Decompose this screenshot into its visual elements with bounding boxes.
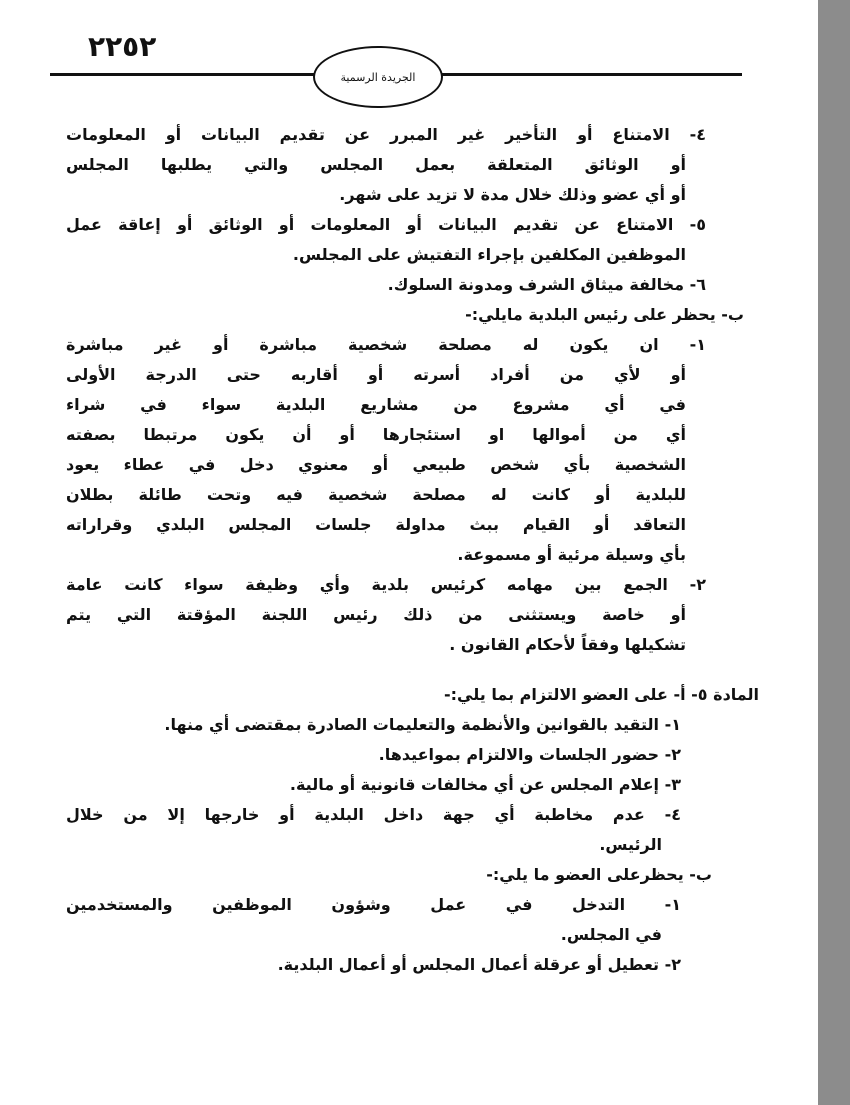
text-line: التعاقد أو القيام ببث مداولة جلسات المجلس البلدي وقراراته [66,515,686,534]
text-line: ٢- تعطيل أو عرقلة أعمال المجلس أو أعمال البلدية. [277,955,681,974]
text-line: للبلدية أو كانت له مصلحة شخصية فيه وتحت طائلة بطلان [66,485,686,504]
text-line: في المجلس. [560,925,662,944]
text-line: ٦- مخالفة ميثاق الشرف ومدونة السلوك. [387,275,706,294]
text-line: بأي وسيلة مرئية أو مسموعة. [457,545,686,564]
text-line: الشخصية بأي شخص طبيعي أو معنوي دخل في عطاء يعود [66,455,686,474]
gazette-emblem [313,46,443,108]
right-scroll-margin [818,0,850,1105]
text-line: ٣- إعلام المجلس عن أي مخالفات قانونية أو مالية. [289,775,681,794]
text-line: الموظفين المكلفين بإجراء التفتيش على المجلس. [292,245,686,264]
text-line: في أي مشروع من مشاريع البلدية سواء في شراء [66,395,686,414]
text-line: المادة ٥- أ- على العضو الالتزام بما يلي:- [444,685,759,704]
text-line: أو الوثائق المتعلقة بعمل المجلس والتي يطلبها المجلس [66,155,686,174]
text-line: ١- ان يكون له مصلحة شخصية مباشرة أو غير مباشرة [66,335,706,354]
page-number: ٢٢٥٢ [88,30,157,63]
text-line: تشكيلها وفقاً لأحكام القانون . [449,635,686,654]
text-line: ١- التقيد بالقوانين والأنظمة والتعليمات الصادرة بمقتضى أي منها. [164,715,681,734]
text-line: الرئيس. [599,835,662,854]
text-line: ب- يحظرعلى العضو ما يلي:- [486,865,712,884]
text-line: أي من أموالها او استئجارها أو أن يكون مرتبطا بصفته [66,425,686,444]
text-line: أو أي عضو وذلك خلال مدة لا تزيد على شهر. [339,185,686,204]
paragraph-gap [66,660,706,680]
document-body [66,120,759,980]
text-line: ٥- الامتناع عن تقديم البيانات أو المعلومات أو الوثائق أو إعاقة عمل [66,215,706,234]
emblem-text: الجريدة الرسمية [340,70,416,84]
text-line: أو خاصة ويستثنى من ذلك رئيس اللجنة المؤقتة التي يتم [66,605,686,624]
text-line: ١- التدخل في عمل وشؤون الموظفين والمستخدمين [66,895,681,914]
text-line: أو لأي من أفراد أسرته أو أقاربه حتى الدرجة الأولى [66,365,686,384]
text-line: ٢- الجمع بين مهامه كرئيس بلدية وأي وظيفة سواء كانت عامة [66,575,706,594]
text-line: ب- يحظر على رئيس البلدية مايلي:- [465,305,744,324]
text-line: ٤- عدم مخاطبة أي جهة داخل البلدية أو خارجها إلا من خلال [66,805,681,824]
text-line: ٢- حضور الجلسات والالتزام بمواعيدها. [378,745,681,764]
text-line: ٤- الامتناع أو التأخير غير المبرر عن تقديم البيانات أو المعلومات [66,125,706,144]
